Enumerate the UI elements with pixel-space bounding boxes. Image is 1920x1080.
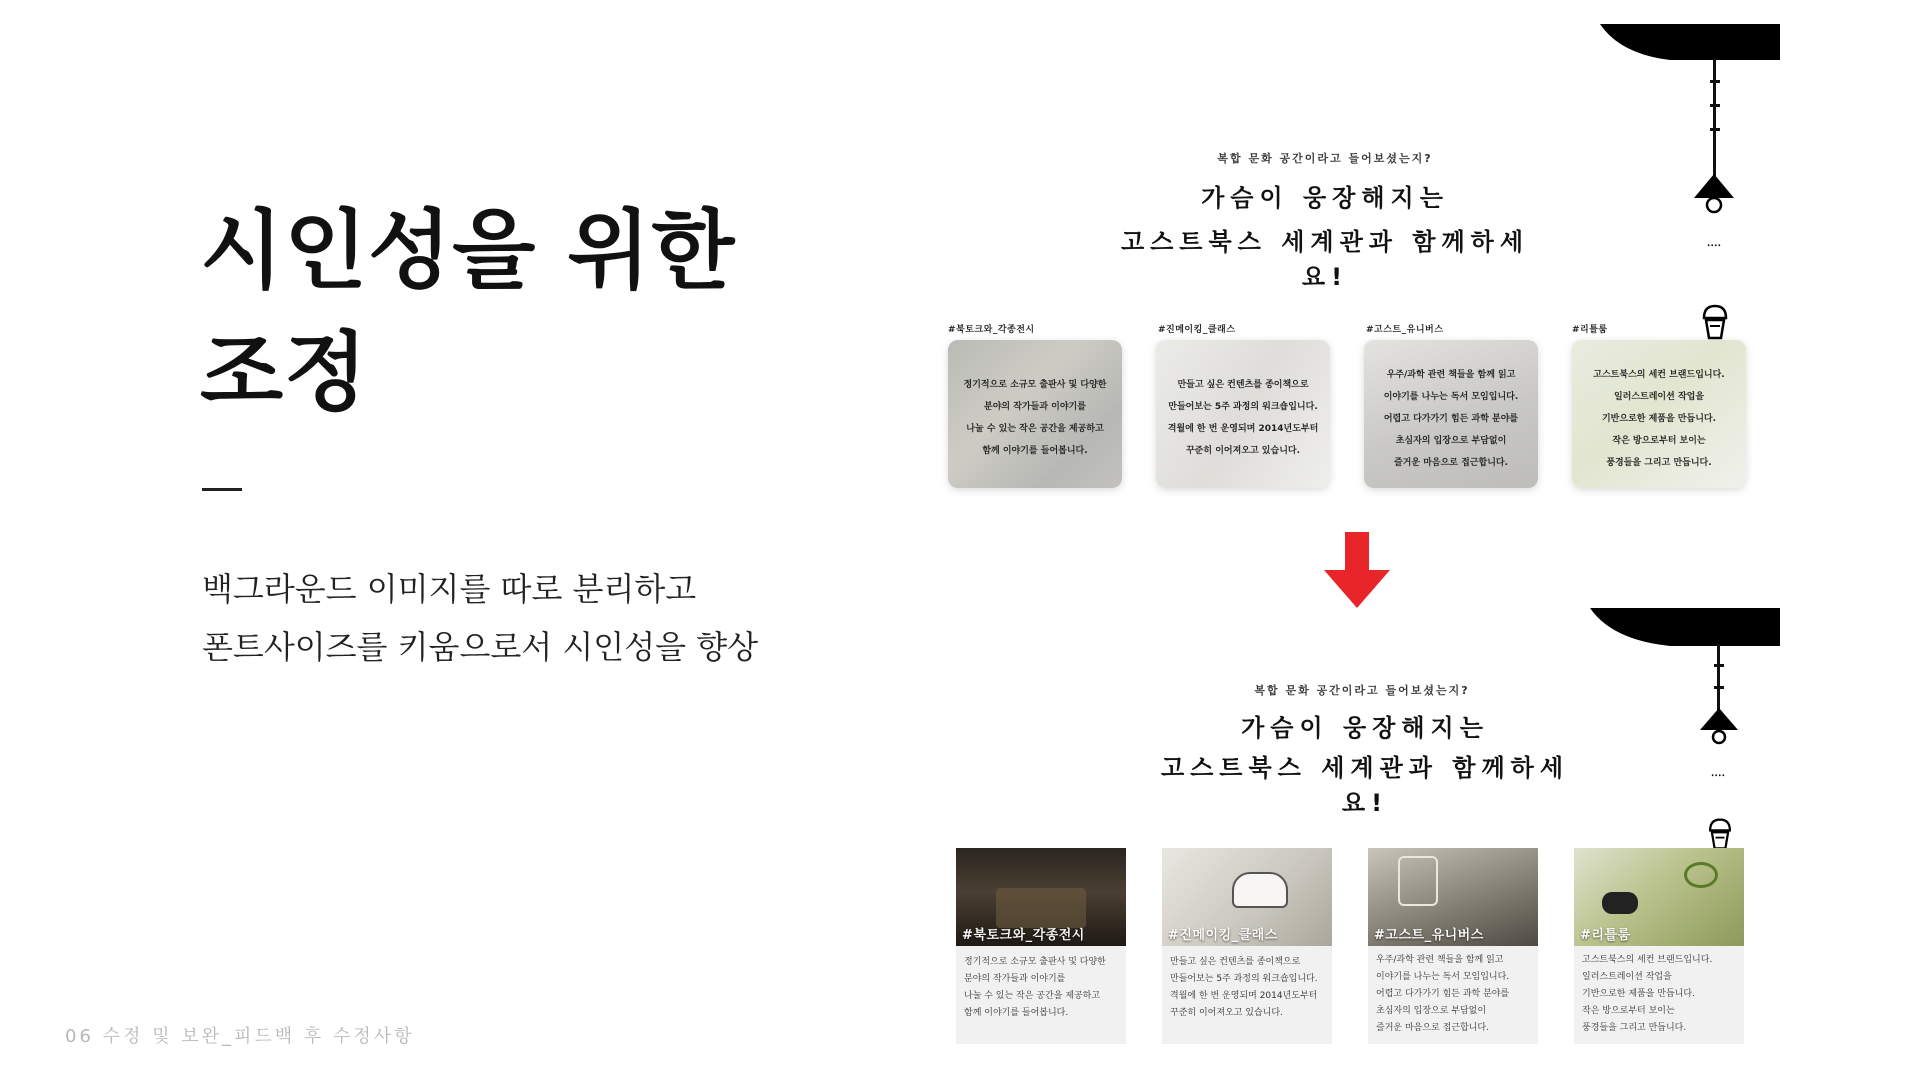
before-question: 복합 문화 공간이라고 들어보셨는지?	[1217, 152, 1433, 165]
cupcake-icon	[1706, 816, 1734, 852]
after-card[interactable]	[1574, 848, 1744, 1044]
card-text-line: 만들어보는 5주 과정의 워크숍입니다.	[1168, 402, 1318, 412]
card-text-line: 작은 방으로부터 보이는	[1612, 436, 1706, 446]
card-text-line: 이야기를 나누는 독서 모임입니다.	[1376, 972, 1510, 982]
card-text-line: 함께 이야기를 들어봅니다.	[964, 1008, 1069, 1018]
card-text-line: 만들어보는 5주 과정의 워크숍입니다.	[1170, 974, 1318, 984]
card-text-line: 우주/과학 관련 책들을 함께 읽고	[1376, 955, 1504, 965]
card-text-line: 꾸준히 이어져오고 있습니다.	[1185, 446, 1300, 456]
card-text-line: 기반으로한 제품을 만듭니다.	[1601, 414, 1716, 424]
card-text-line: 풍경들을 그리고 만듭니다.	[1606, 458, 1712, 468]
card-text-line: 풍경들을 그리고 만듭니다.	[1582, 1023, 1687, 1033]
card-text-line: 나눌 수 있는 작은 공간을 제공하고	[964, 991, 1101, 1001]
lamp-icon	[1688, 172, 1740, 216]
lamp-wire-top	[1713, 58, 1716, 176]
slide-description	[202, 560, 842, 676]
card-tag: #고스트_유니버스	[1374, 928, 1484, 943]
after-headline-2: 고스트북스 세계관과 함께하세요!	[1160, 754, 1570, 817]
card-text-line: 나눌 수 있는 작은 공간을 제공하고	[966, 424, 1104, 434]
lamp-knot	[1710, 104, 1720, 107]
before-headline-1: 가슴이 웅장해지는	[1201, 184, 1449, 212]
slide-title-line-1: 시인성을 위한	[200, 201, 736, 301]
slide-title	[200, 190, 760, 434]
before-card[interactable]	[1156, 340, 1330, 488]
card-text	[1156, 340, 1330, 462]
card-text-line: 격월에 한 번 운영되며 2014년도부터	[1167, 424, 1319, 434]
card-text-line: 정기적으로 소규모 출판사 및 다양한	[964, 957, 1106, 967]
card-text-line: 함께 이야기를 들어봅니다.	[982, 446, 1088, 456]
card-text-line: 꾸준히 이어져오고 있습니다.	[1170, 1008, 1283, 1018]
description-line-2: 폰트사이즈를 키움으로서 시인성을 향상	[202, 628, 759, 666]
description-line-1: 백그라운드 이미지를 따로 분리하고	[202, 570, 697, 608]
before-headline-2: 고스트북스 세계관과 함께하세요!	[1120, 228, 1530, 291]
card-text	[948, 340, 1122, 462]
lamp-knot	[1714, 664, 1724, 667]
lamp-knot	[1714, 686, 1724, 689]
card-text	[1582, 952, 1742, 1037]
after-headline-1: 가슴이 웅장해지는	[1241, 714, 1489, 742]
lamp-icon	[1694, 706, 1744, 748]
card-text	[964, 954, 1124, 1022]
card-text-line: 고스트북스의 세컨 브랜드입니다.	[1582, 955, 1713, 965]
after-question: 복합 문화 공간이라고 들어보셨는지?	[1254, 684, 1470, 697]
before-card[interactable]	[948, 340, 1122, 488]
cupcake-icon	[1700, 302, 1730, 342]
lamp-knot	[1710, 128, 1720, 131]
card-text-line: 분야의 작가들과 이야기를	[984, 402, 1086, 412]
lamp-wire-bottom	[1717, 644, 1720, 710]
title-divider	[202, 488, 242, 491]
light-sparks-icon: ᠁	[1708, 769, 1725, 785]
card-text	[1364, 340, 1538, 474]
card-text-line: 즐거운 마음으로 접근합니다.	[1393, 458, 1508, 468]
slide-title-line-2: 조정	[200, 323, 369, 423]
card-text-line: 이야기를 나누는 독서 모임입니다.	[1383, 392, 1519, 402]
card-text-line: 정기적으로 소규모 출판사 및 다양한	[963, 380, 1107, 390]
card-text-line: 일러스트레이션 작업을	[1582, 972, 1672, 982]
card-text-line: 초심자의 입장으로 부담없이	[1395, 436, 1507, 446]
before-card[interactable]	[1364, 340, 1538, 488]
card-text-line: 분야의 작가들과 이야기를	[964, 974, 1066, 984]
card-text-line: 초심자의 입장으로 부담없이	[1376, 1006, 1487, 1016]
card-text-line: 격월에 한 번 운영되며 2014년도부터	[1170, 991, 1318, 1001]
card-text-line: 만들고 싶은 컨텐츠를 종이책으로	[1177, 380, 1309, 390]
before-card-tag: #리틀룸	[1572, 325, 1608, 335]
lamp-shade-top	[1600, 24, 1780, 64]
before-card-tag: #고스트_유니버스	[1366, 325, 1444, 335]
lamp-shade-bottom	[1590, 608, 1780, 650]
before-card-tag: #북토크와_각종전시	[948, 325, 1035, 335]
before-card[interactable]	[1572, 340, 1746, 488]
card-text-line: 기반으로한 제품을 만듭니다.	[1582, 989, 1695, 999]
card-text-line: 고스트북스의 세컨 브랜드입니다.	[1593, 370, 1725, 380]
card-text-line: 작은 방으로부터 보이는	[1582, 1006, 1675, 1016]
after-card[interactable]	[1368, 848, 1538, 1044]
card-text-line: 어렵고 다가가기 힘든 과학 분야를	[1376, 989, 1510, 999]
card-text-line: 즐거운 마음으로 접근합니다.	[1376, 1023, 1489, 1033]
card-text-line: 어렵고 다가가기 힘든 과학 분야를	[1383, 414, 1519, 424]
card-tag: #리틀룸	[1580, 928, 1631, 943]
after-card[interactable]	[956, 848, 1126, 1044]
card-tag: #진메이킹_클래스	[1168, 928, 1278, 943]
card-text-line: 만들고 싶은 컨텐츠를 종이책으로	[1170, 957, 1301, 967]
before-card-tag: #진메이킹_클래스	[1158, 325, 1236, 335]
card-text-line: 우주/과학 관련 책들을 함께 읽고	[1386, 370, 1516, 380]
card-text-line: 일러스트레이션 작업을	[1613, 392, 1705, 402]
slide-footer: 06 수정 및 보완_피드백 후 수정사항	[65, 1026, 415, 1047]
card-text	[1376, 952, 1536, 1037]
card-text	[1572, 340, 1746, 474]
after-card[interactable]	[1162, 848, 1332, 1044]
arrow-down-icon	[1324, 532, 1390, 608]
light-sparks-icon: ᠁	[1704, 239, 1721, 255]
card-tag: #북토크와_각종전시	[962, 928, 1085, 943]
card-text	[1170, 954, 1330, 1022]
lamp-knot	[1710, 80, 1720, 83]
